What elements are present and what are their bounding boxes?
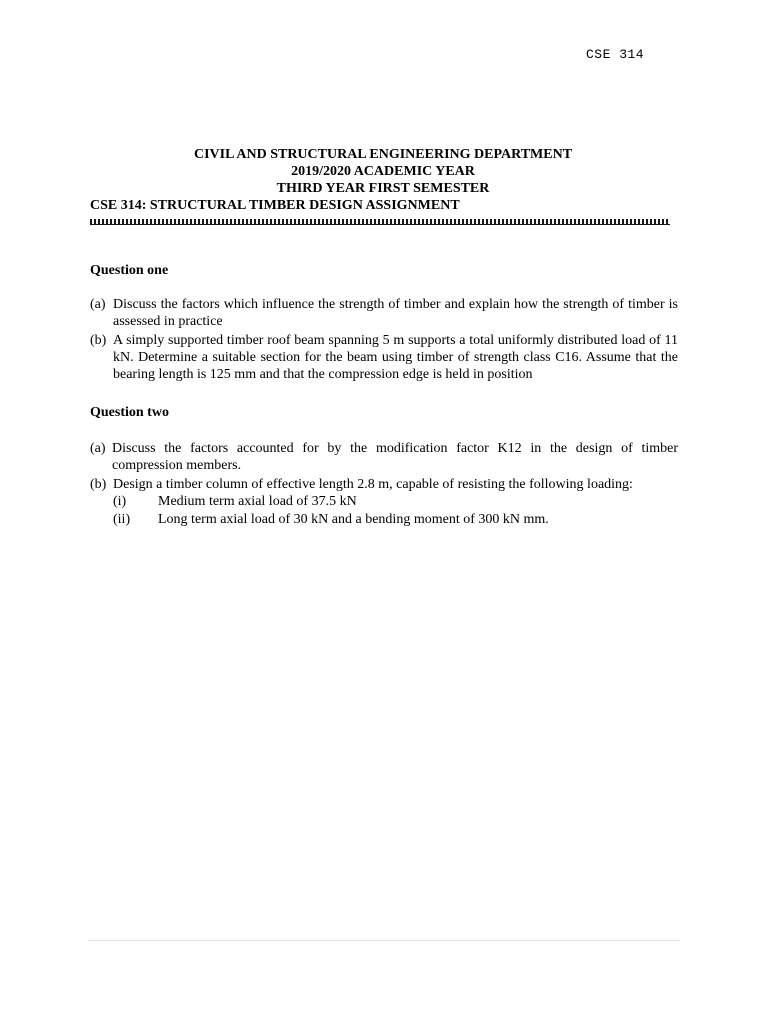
assignment-title: CSE 314: STRUCTURAL TIMBER DESIGN ASSIGNMENT bbox=[90, 198, 460, 213]
sub-item-number: (ii) bbox=[113, 512, 131, 527]
part-text: A simply supported timber roof beam spanning 5 m supports a total uniformly distributed load of 11 kN. Determine a suitable section for the beam using timber of strength class C16. Assume that the bearing length is 125 mm and that the compression edge is held in position bbox=[113, 333, 678, 382]
question-two-part-b bbox=[90, 476, 678, 493]
part-marker: (b) bbox=[90, 333, 107, 348]
part-marker: (a) bbox=[90, 297, 106, 312]
course-code: CSE 314 bbox=[586, 47, 645, 62]
part-text: Discuss the factors which influence the strength of timber and explain how the strength of timber is assessed in practice bbox=[113, 297, 678, 329]
academic-year: 2019/2020 ACADEMIC YEAR bbox=[291, 164, 475, 179]
part-marker: (b) bbox=[90, 477, 107, 492]
sub-item-text: Long term axial load of 30 kN and a bending moment of 300 kN mm. bbox=[158, 512, 549, 527]
question-two-heading: Question two bbox=[90, 405, 169, 420]
document-header bbox=[90, 146, 680, 214]
header-divider bbox=[90, 219, 670, 225]
semester: THIRD YEAR FIRST SEMESTER bbox=[276, 181, 490, 196]
question-two-part-a bbox=[90, 440, 678, 474]
department-title: CIVIL AND STRUCTURAL ENGINEERING DEPARTMENT bbox=[193, 147, 573, 162]
sub-item-text: Medium term axial load of 37.5 kN bbox=[158, 494, 357, 509]
part-marker: (a) bbox=[90, 441, 106, 456]
footer-divider bbox=[88, 940, 680, 941]
question-one-heading: Question one bbox=[90, 263, 169, 278]
question-one-part-a bbox=[90, 296, 678, 330]
question-one-part-b bbox=[90, 332, 678, 383]
part-text: Design a timber column of effective length 2.8 m, capable of resisting the following loading: bbox=[113, 477, 633, 492]
part-text: Discuss the factors accounted for by the modification factor K12 in the design of timber compression members. bbox=[112, 441, 678, 473]
sub-item-number: (i) bbox=[113, 494, 127, 509]
